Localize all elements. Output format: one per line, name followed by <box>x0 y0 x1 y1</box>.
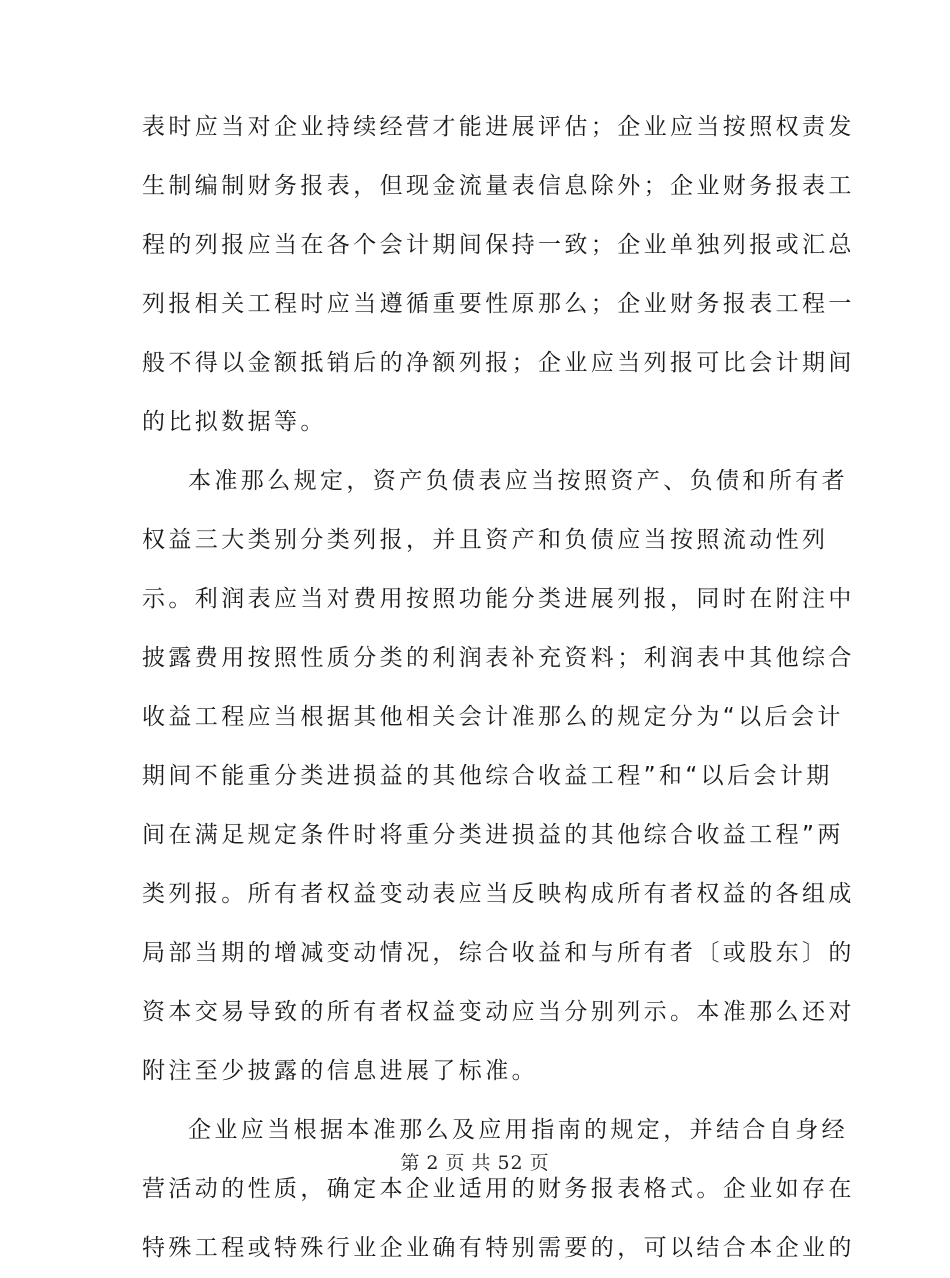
text-line: 资本交易导致的所有者权益变动应当分别列示。本准那么还对 <box>142 999 855 1025</box>
total-pages-number: 52 <box>497 1152 524 1174</box>
text-line: 附注至少披露的信息进展了标准。 <box>142 1058 538 1084</box>
page-label-suffix: 页 <box>529 1152 550 1174</box>
text-line: 收益工程应当根据其他相关会计准那么的规定分为“以后会计 <box>142 704 844 730</box>
page-label-prefix: 第 <box>400 1152 421 1174</box>
text-line: 披露费用按照性质分类的利润表补充资料；利润表中其他综合 <box>142 645 855 671</box>
current-page-number: 2 <box>426 1152 440 1174</box>
paragraph-first-line: 本准那么规定，资产负债表应当按照资产、负债和所有者 <box>188 468 848 494</box>
text-line: 局部当期的增减变动情况，综合收益和与所有者〔或股东〕的 <box>142 940 855 966</box>
text-line: 期间不能重分类进损益的其他综合收益工程”和“以后会计期 <box>142 763 833 789</box>
text-line: 间在满足规定条件时将重分类进损益的其他综合收益工程”两 <box>142 822 844 848</box>
page-label-mid: 页 <box>445 1152 466 1174</box>
text-line: 表时应当对企业持续经营才能进展评估；企业应当按照权责发 <box>142 114 855 140</box>
paragraph-first-line: 企业应当根据本准那么及应用指南的规定，并结合自身经 <box>188 1117 848 1143</box>
page-footer <box>0 1148 950 1175</box>
text-line: 特殊工程或特殊行业企业确有特别需要的，可以结合本企业的 <box>142 1235 855 1261</box>
text-line: 示。利润表应当对费用按照功能分类进展列报，同时在附注中 <box>142 586 855 612</box>
text-line: 的比拟数据等。 <box>142 409 327 435</box>
text-line: 生制编制财务报表，但现金流量表信息除外；企业财务报表工 <box>142 173 855 199</box>
text-line: 程的列报应当在各个会计期间保持一致；企业单独列报或汇总 <box>142 232 855 258</box>
total-label: 共 <box>471 1152 492 1174</box>
text-line: 列报相关工程时应当遵循重要性原那么；企业财务报表工程一 <box>142 291 855 317</box>
text-line: 权益三大类别分类列报，并且资产和负债应当按照流动性列 <box>142 527 829 553</box>
text-line: 般不得以金额抵销后的净额列报；企业应当列报可比会计期间 <box>142 350 855 376</box>
text-line: 营活动的性质，确定本企业适用的财务报表格式。企业如存在 <box>142 1176 855 1202</box>
document-body <box>142 98 855 1278</box>
text-line: 类列报。所有者权益变动表应当反映构成所有者权益的各组成 <box>142 881 855 907</box>
